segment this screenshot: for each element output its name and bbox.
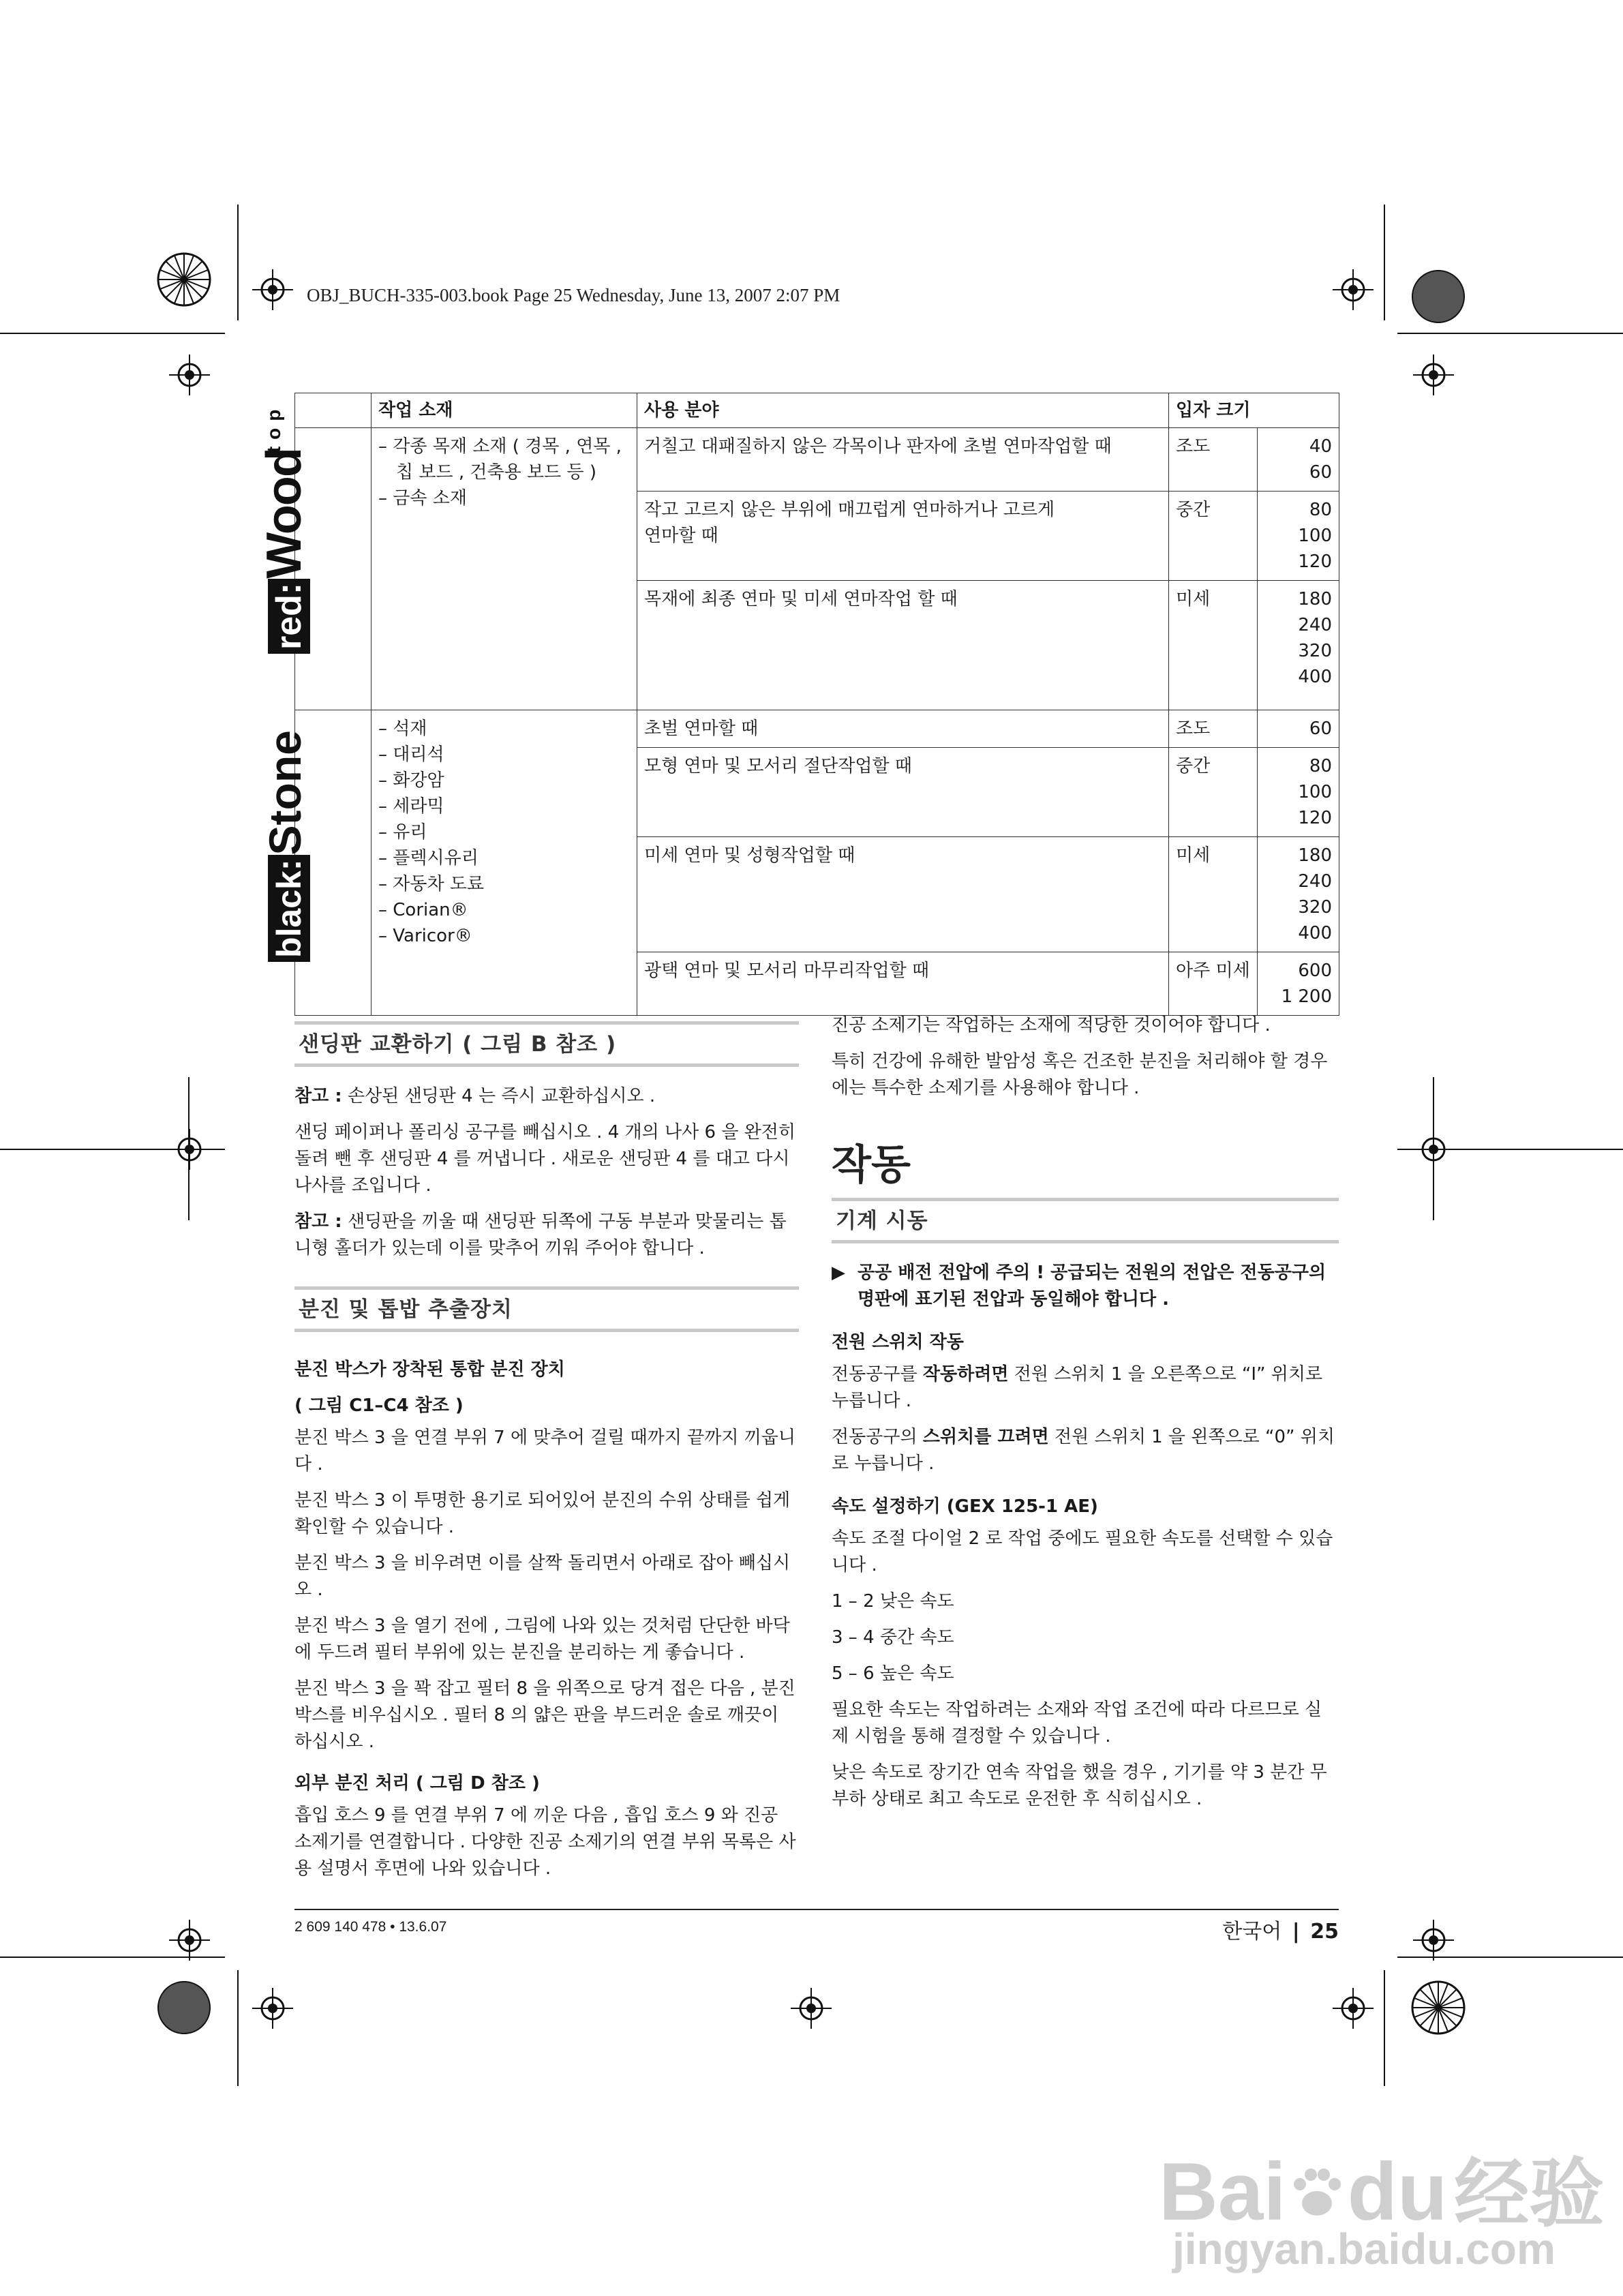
subheading: 분진 박스가 장착된 통합 분진 장치 (294, 1359, 565, 1380)
grade-cell: 조도 (1169, 710, 1258, 748)
paw-icon (1286, 2162, 1348, 2224)
material-list: – 석재 – 대리석 – 화강암 – 세라믹 – 유리 – 플렉시유리 – 자동차 도료 – Corian® – Varicor® (371, 710, 637, 1016)
subheading: ( 그림 C1–C4 참조 ) (294, 1395, 464, 1416)
page-number: 25 (1310, 1920, 1339, 1944)
sanding-sheet-table (257, 393, 1339, 1016)
note-paragraph: 참고 : 샌딩판을 끼울 때 샌딩판 뒤쪽에 구동 부분과 맞물리는 톱니형 홀더가 있는데 이를 맞추어 끼워 주어야 합니다 . (294, 1211, 787, 1258)
note-paragraph: 참고 : 손상된 샌딩판 4 는 즉시 교환하십시오 . (294, 1086, 656, 1106)
table-header-row (295, 393, 1339, 428)
baidu-watermark-url: jingyan.baidu.com (1172, 2224, 1556, 2274)
use-cell: 광택 연마 및 모서리 마무리작업할 때 (637, 952, 1169, 1016)
column-header: 입자 크기 (1169, 393, 1339, 428)
chapter-title: 작동 (832, 1141, 911, 1189)
crosshair-icon (252, 1988, 293, 2029)
column-header: 작업 소재 (371, 393, 637, 428)
grade-cell: 중간 (1169, 492, 1258, 581)
use-cell: 초벌 연마할 때 (637, 710, 1169, 748)
registration-wheel-icon (1411, 1980, 1466, 2035)
crosshair-icon (1333, 269, 1374, 310)
baidu-watermark: Bai du经验 (1159, 2146, 1605, 2237)
use-cell: 모형 연마 및 모서리 절단작업할 때 (637, 748, 1169, 837)
subheading: 외부 분진 처리 ( 그림 D 참조 ) (294, 1773, 540, 1794)
section-title-sanding-plate: 샌딩판 교환하기 ( 그림 B 참조 ) (294, 1021, 799, 1067)
paragraph: 흡입 호스 9 를 연결 부위 7 에 끼운 다음 , 흡입 호스 9 와 진공 소제기를 연결합니다 . 다양한 진공 소제기의 연결 부위 목록은 사용 설명서 후면에 나와 있습니다 . (294, 1805, 796, 1879)
grade-cell: 아주 미세 (1169, 952, 1258, 1016)
grade-cell: 조도 (1169, 428, 1258, 492)
speed-item: 1 – 2 낮은 속도 (832, 1591, 954, 1612)
use-cell: 작고 고르지 않은 부위에 매끄럽게 연마하거나 고르게 연마할 때 (637, 492, 1169, 581)
grade-cell: 중간 (1169, 748, 1258, 837)
subheading: 속도 설정하기 (GEX 125-1 AE) (832, 1496, 1098, 1517)
file-info-header: OBJ_BUCH-335-003.book Page 25 Wednesday, June 13, 2007 2:07 PM (307, 285, 840, 305)
paragraph: 분진 박스 3 이 투명한 용기로 되어있어 분진의 수위 상태를 쉽게 확인할 수 있습니다 . (294, 1490, 791, 1537)
use-cell: 거칠고 대패질하지 않은 각목이나 판자에 초벌 연마작업할 때 (637, 428, 1169, 492)
page-number-block: 한국어 | 25 (1222, 1920, 1339, 1944)
grit-cell: 60 (1258, 710, 1339, 748)
crosshair-icon (791, 1988, 832, 2029)
paragraph: 분진 박스 3 을 비우려면 이를 살짝 돌리면서 아래로 잡아 빼십시오 . (294, 1553, 791, 1600)
warning-note: ▶ 공공 배전 전압에 주의 ! 공급되는 전원의 전압은 전동공구의 명판에 표기된 전압과 동일해야 합니다 . (832, 1260, 1339, 1313)
grit-cell: 80 100 120 (1258, 748, 1339, 837)
language-label: 한국어 (1222, 1920, 1282, 1944)
crosshair-icon (1413, 354, 1454, 395)
paragraph: 분진 박스 3 을 꽉 잡고 필터 8 을 위쪽으로 당겨 접은 다음 , 분진 박스를 비우십시오 . 필터 8 의 얇은 판을 부드러운 솔로 깨끗이 하십시오 . (294, 1678, 795, 1752)
paragraph: 샌딩 페이퍼나 폴리싱 공구를 빼십시오 . 4 개의 나사 6 을 완전히 돌려 뺀 후 샌딩판 4 를 꺼냅니다 . 새로운 샌딩판 4 를 대고 다시 나사를 조입니다 . (294, 1122, 796, 1196)
material-list: – 각종 목재 소재 ( 경목 , 연목 , 칩 보드 , 건축용 보드 등 ) – 금속 소재 (371, 428, 637, 710)
crosshair-icon (1413, 1920, 1454, 1961)
paragraph: 분진 박스 3 을 열기 전에 , 그림에 나와 있는 것처럼 단단한 바닥에 두드려 필터 부위에 있는 분진을 분리하는 게 좋습니다 . (294, 1616, 790, 1663)
paragraph: 분진 박스 3 을 연결 부위 7 에 맞추어 걸릴 때까지 끝까지 끼웁니다 . (294, 1428, 796, 1475)
grit-cell: 180 240 320 400 (1258, 581, 1339, 710)
grit-cell: 80 100 120 (1258, 492, 1339, 581)
paragraph: 진공 소제기는 작업하는 소재에 적당한 것이어야 합니다 . (832, 1015, 1271, 1036)
registration-wheel-icon (1411, 269, 1466, 324)
section-title-dust-extraction: 분진 및 톱밥 추출장치 (294, 1286, 799, 1332)
grade-cell: 미세 (1169, 837, 1258, 952)
bullet-arrow-icon: ▶ (832, 1263, 845, 1283)
registration-wheel-icon (157, 1980, 211, 2035)
section-title-start-up: 기계 시동 (832, 1198, 1339, 1243)
grit-cell: 40 60 (1258, 428, 1339, 492)
use-cell: 목재에 최종 연마 및 미세 연마작업 할 때 (637, 581, 1169, 710)
subheading: 전원 스위치 작동 (832, 1332, 964, 1353)
left-column (294, 1021, 799, 1892)
use-cell: 미세 연마 및 성형작업할 때 (637, 837, 1169, 952)
crosshair-icon (169, 354, 210, 395)
paragraph: 속도 조절 다이얼 2 로 작업 중에도 필요한 속도를 선택할 수 있습니다 . (832, 1528, 1333, 1575)
paragraph: 낮은 속도로 장기간 연속 작업을 했을 경우 , 기기를 약 3 분간 무부하 상태로 최고 속도로 운전한 후 식히십시오 . (832, 1762, 1327, 1809)
paragraph: 특히 건강에 유해한 발암성 혹은 건조한 분진을 처리해야 할 경우에는 특수한 소제기를 사용해야 합니다 . (832, 1051, 1328, 1098)
crosshair-icon (252, 269, 293, 310)
blackstone-logo: black:Stone (295, 710, 371, 1016)
table-row (295, 428, 1339, 492)
grit-cell: 180 240 320 400 (1258, 837, 1339, 952)
table-row (295, 710, 1339, 748)
speed-item: 3 – 4 중간 속도 (832, 1627, 954, 1648)
right-column (832, 1012, 1339, 1822)
paragraph: 필요한 속도는 작업하려는 소재와 작업 조건에 따라 다르므로 실제 시험을 통해 결정할 수 있습니다 . (832, 1700, 1322, 1747)
crosshair-icon (169, 1129, 210, 1170)
column-header: 사용 분야 (637, 393, 1169, 428)
crosshair-icon (169, 1920, 210, 1961)
grade-cell: 미세 (1169, 581, 1258, 710)
footer-code: 2 609 140 478 • 13.6.07 (294, 1919, 447, 1935)
redwood-logo: red:Woodtop (295, 428, 371, 710)
registration-wheel-icon (157, 252, 211, 307)
speed-item: 5 – 6 높은 속도 (832, 1663, 954, 1684)
footer-rule (294, 1909, 1339, 1910)
paragraph: 전동공구의 스위치를 끄려면 전원 스위치 1 을 왼쪽으로 “0” 위치로 누릅니다 . (832, 1427, 1335, 1474)
crosshair-icon (1333, 1988, 1374, 2029)
paragraph: 전동공구를 작동하려면 전원 스위치 1 을 오른쪽으로 “I” 위치로 누릅니다 . (832, 1364, 1323, 1411)
grit-cell: 600 1 200 (1258, 952, 1339, 1016)
crosshair-icon (1413, 1129, 1454, 1170)
